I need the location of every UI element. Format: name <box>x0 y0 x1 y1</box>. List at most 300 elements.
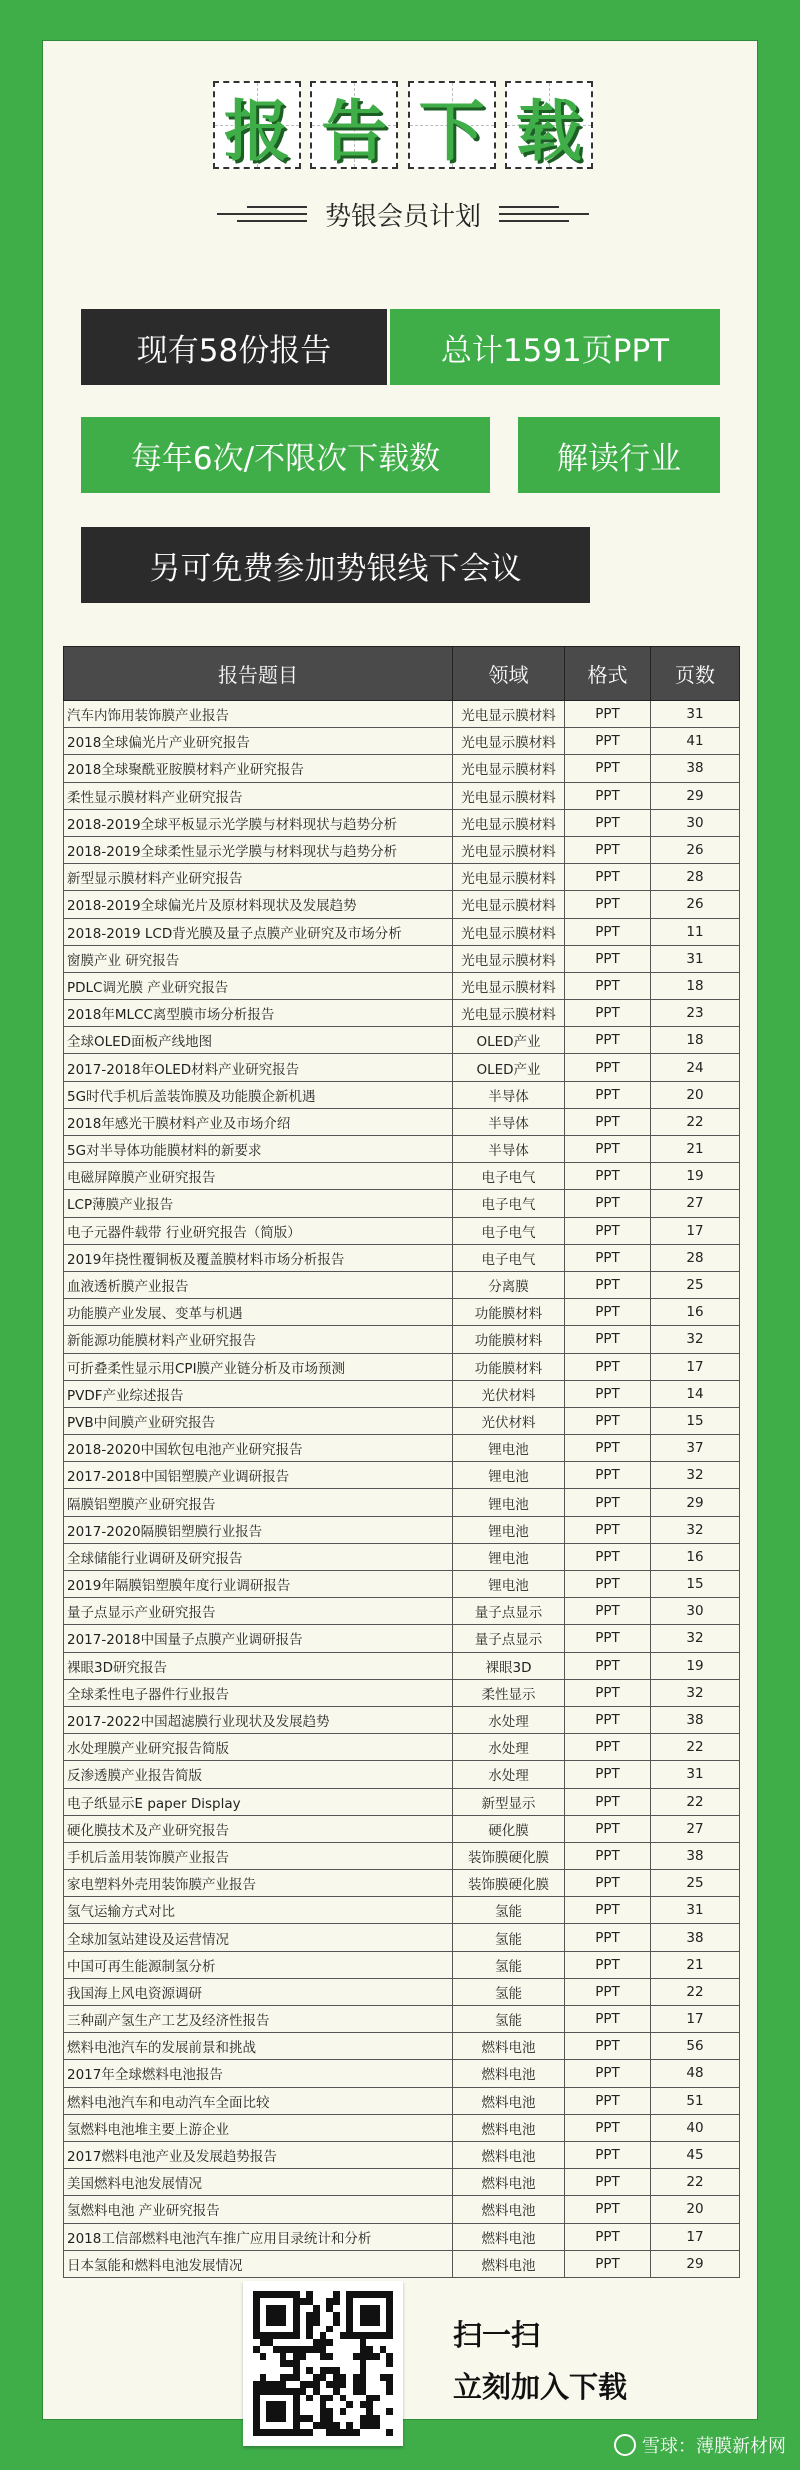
cell-title: 隔膜铝塑膜产业研究报告 <box>64 1489 453 1516</box>
cell-pages: 23 <box>651 1000 740 1027</box>
cell-field: 光电显示膜材料 <box>453 864 565 891</box>
cell-field: 锂电池 <box>453 1489 565 1516</box>
cell-pages: 32 <box>651 1326 740 1353</box>
cell-title: 裸眼3D研究报告 <box>64 1652 453 1679</box>
cell-format: PPT <box>565 1380 651 1407</box>
cell-title: 氢气运输方式对比 <box>64 1897 453 1924</box>
cell-field: OLED产业 <box>453 1027 565 1054</box>
cell-title: 2017-2022中国超滤膜行业现状及发展趋势 <box>64 1706 453 1733</box>
cell-pages: 24 <box>651 1054 740 1081</box>
cell-pages: 27 <box>651 1190 740 1217</box>
cell-title: 氢燃料电池堆主要上游企业 <box>64 2114 453 2141</box>
table-row <box>64 2169 740 2196</box>
table-row <box>64 1435 740 1462</box>
cell-title: 2017-2018中国铝塑膜产业调研报告 <box>64 1462 453 1489</box>
cell-field: OLED产业 <box>453 1054 565 1081</box>
cell-pages: 17 <box>651 1217 740 1244</box>
cell-format: PPT <box>565 1271 651 1298</box>
cell-field: 半导体 <box>453 1081 565 1108</box>
cell-pages: 31 <box>651 701 740 728</box>
scan-prompt <box>453 2309 627 2413</box>
table-row <box>64 1108 740 1135</box>
cell-title: 日本氢能和燃料电池发展情况 <box>64 2250 453 2277</box>
cell-title: 2018-2020中国软包电池产业研究报告 <box>64 1435 453 1462</box>
cell-format: PPT <box>565 1815 651 1842</box>
cell-pages: 22 <box>651 1978 740 2005</box>
cell-pages: 51 <box>651 2087 740 2114</box>
cell-format: PPT <box>565 1571 651 1598</box>
table-row <box>64 945 740 972</box>
cell-pages: 20 <box>651 2196 740 2223</box>
watermark-text: 雪球：薄膜新材网 <box>642 2436 786 2457</box>
cell-field: 硬化膜 <box>453 1815 565 1842</box>
cell-format: PPT <box>565 1462 651 1489</box>
decor-lines-right <box>499 206 589 222</box>
table-row <box>64 1842 740 1869</box>
cell-pages: 26 <box>651 836 740 863</box>
cell-format: PPT <box>565 1543 651 1570</box>
table-row <box>64 2087 740 2114</box>
table-row <box>64 864 740 891</box>
header-format: 格式 <box>565 647 651 701</box>
table-row <box>64 2060 740 2087</box>
cell-title: 2018年感光干膜材料产业及市场介绍 <box>64 1108 453 1135</box>
cell-pages: 38 <box>651 1924 740 1951</box>
cell-field: 锂电池 <box>453 1462 565 1489</box>
table-row <box>64 782 740 809</box>
cell-format: PPT <box>565 1734 651 1761</box>
cell-format: PPT <box>565 1842 651 1869</box>
cell-format: PPT <box>565 2196 651 2223</box>
table-row <box>64 1761 740 1788</box>
cell-format: PPT <box>565 1217 651 1244</box>
cell-title: 电子元器件载带 行业研究报告（简版） <box>64 1217 453 1244</box>
header-pages: 页数 <box>651 647 740 701</box>
cell-title: 5G时代手机后盖装饰膜及功能膜企新机遇 <box>64 1081 453 1108</box>
cell-field: 光伏材料 <box>453 1380 565 1407</box>
cell-pages: 19 <box>651 1652 740 1679</box>
cell-title: 2018-2019 LCD背光膜及量子点膜产业研究及市场分析 <box>64 918 453 945</box>
table-row <box>64 1054 740 1081</box>
cell-format: PPT <box>565 1326 651 1353</box>
cell-field: 电子电气 <box>453 1163 565 1190</box>
table-row <box>64 1190 740 1217</box>
report-table <box>63 646 740 2278</box>
cell-format: PPT <box>565 1652 651 1679</box>
cell-title: 全球OLED面板产线地图 <box>64 1027 453 1054</box>
cell-format: PPT <box>565 1870 651 1897</box>
table-row <box>64 2033 740 2060</box>
cell-title: 硬化膜技术及产业研究报告 <box>64 1815 453 1842</box>
watermark <box>614 2432 786 2458</box>
cell-field: 电子电气 <box>453 1190 565 1217</box>
cell-field: 水处理 <box>453 1734 565 1761</box>
table-row <box>64 1271 740 1298</box>
cell-field: 燃料电池 <box>453 2141 565 2168</box>
cell-field: 光电显示膜材料 <box>453 945 565 972</box>
cell-title: 燃料电池汽车和电动汽车全面比较 <box>64 2087 453 2114</box>
cell-title: 2017年全球燃料电池报告 <box>64 2060 453 2087</box>
cell-field: 燃料电池 <box>453 2223 565 2250</box>
cell-title: 2018-2019全球柔性显示光学膜与材料现状与趋势分析 <box>64 836 453 863</box>
header-title: 报告题目 <box>64 647 453 701</box>
cell-pages: 26 <box>651 891 740 918</box>
cell-format: PPT <box>565 1027 651 1054</box>
cell-field: 锂电池 <box>453 1571 565 1598</box>
cell-format: PPT <box>565 1299 651 1326</box>
page-title <box>213 81 593 191</box>
cell-format: PPT <box>565 1163 651 1190</box>
cell-title: 美国燃料电池发展情况 <box>64 2169 453 2196</box>
tag-industry: 解读行业 <box>518 417 720 493</box>
cell-pages: 31 <box>651 1897 740 1924</box>
cell-pages: 20 <box>651 1081 740 1108</box>
subtitle-row <box>173 191 633 237</box>
cell-pages: 31 <box>651 1761 740 1788</box>
cell-title: 功能膜产业发展、变革与机遇 <box>64 1299 453 1326</box>
title-char: 下 <box>418 92 485 170</box>
tag-report-count: 现有58份报告 <box>81 309 387 385</box>
table-row <box>64 1380 740 1407</box>
cell-format: PPT <box>565 2087 651 2114</box>
cell-pages: 32 <box>651 1516 740 1543</box>
cell-pages: 17 <box>651 1353 740 1380</box>
header-field: 领域 <box>453 647 565 701</box>
cell-format: PPT <box>565 782 651 809</box>
cell-format: PPT <box>565 1788 651 1815</box>
scan-line2: 立刻加入下载 <box>453 2370 628 2404</box>
cell-format: PPT <box>565 1978 651 2005</box>
decor-lines-left <box>217 206 307 222</box>
qr-code-icon <box>253 2291 393 2436</box>
poster-panel <box>42 40 758 2420</box>
cell-title: 全球储能行业调研及研究报告 <box>64 1543 453 1570</box>
cell-pages: 31 <box>651 945 740 972</box>
cell-title: 2018-2019全球平板显示光学膜与材料现状与趋势分析 <box>64 809 453 836</box>
table-row <box>64 1788 740 1815</box>
table-header-row <box>64 647 740 701</box>
cell-field: 装饰膜硬化膜 <box>453 1842 565 1869</box>
table-row <box>64 1407 740 1434</box>
table-row <box>64 1326 740 1353</box>
cell-pages: 48 <box>651 2060 740 2087</box>
cell-field: 光电显示膜材料 <box>453 755 565 782</box>
table-row <box>64 1625 740 1652</box>
cell-field: 燃料电池 <box>453 2169 565 2196</box>
cell-format: PPT <box>565 1190 651 1217</box>
cell-field: 半导体 <box>453 1108 565 1135</box>
cell-pages: 22 <box>651 1734 740 1761</box>
cell-pages: 40 <box>651 2114 740 2141</box>
cell-field: 燃料电池 <box>453 2033 565 2060</box>
cell-field: 氢能 <box>453 2006 565 2033</box>
cell-format: PPT <box>565 701 651 728</box>
cell-pages: 19 <box>651 1163 740 1190</box>
table-row <box>64 1000 740 1027</box>
cell-title: 燃料电池汽车的发展前景和挑战 <box>64 2033 453 2060</box>
cell-format: PPT <box>565 1353 651 1380</box>
table-row <box>64 1081 740 1108</box>
cell-format: PPT <box>565 945 651 972</box>
cell-field: 锂电池 <box>453 1516 565 1543</box>
cell-field: 功能膜材料 <box>453 1353 565 1380</box>
cell-title: 2018全球聚酰亚胺膜材料产业研究报告 <box>64 755 453 782</box>
table-row <box>64 728 740 755</box>
cell-field: 水处理 <box>453 1761 565 1788</box>
cell-format: PPT <box>565 1081 651 1108</box>
title-char: 告 <box>321 92 388 170</box>
cell-field: 水处理 <box>453 1706 565 1733</box>
cell-field: 燃料电池 <box>453 2196 565 2223</box>
cell-title: 水处理膜产业研究报告简版 <box>64 1734 453 1761</box>
cell-format: PPT <box>565 1951 651 1978</box>
table-row <box>64 1870 740 1897</box>
cell-title: 2018工信部燃料电池汽车推广应用目录统计和分析 <box>64 2223 453 2250</box>
cell-title: 2017-2020隔膜铝塑膜行业报告 <box>64 1516 453 1543</box>
cell-field: 光电显示膜材料 <box>453 891 565 918</box>
table-row <box>64 1299 740 1326</box>
title-char-box <box>408 81 496 169</box>
cell-field: 氢能 <box>453 1978 565 2005</box>
cell-pages: 21 <box>651 1136 740 1163</box>
cell-format: PPT <box>565 1761 651 1788</box>
cell-title: 我国海上风电资源调研 <box>64 1978 453 2005</box>
qr-code[interactable] <box>243 2281 403 2446</box>
cell-field: 半导体 <box>453 1136 565 1163</box>
cell-format: PPT <box>565 1435 651 1462</box>
table-row <box>64 2114 740 2141</box>
cell-title: 5G对半导体功能膜材料的新要求 <box>64 1136 453 1163</box>
cell-field: 柔性显示 <box>453 1679 565 1706</box>
subtitle: 势银会员计划 <box>324 201 481 232</box>
cell-title: 电磁屏障膜产业研究报告 <box>64 1163 453 1190</box>
table-row <box>64 1978 740 2005</box>
cell-field: 氢能 <box>453 1951 565 1978</box>
table-row <box>64 1136 740 1163</box>
table-row <box>64 2141 740 2168</box>
cell-pages: 32 <box>651 1679 740 1706</box>
cell-field: 氢能 <box>453 1924 565 1951</box>
cell-pages: 17 <box>651 2006 740 2033</box>
cell-format: PPT <box>565 1000 651 1027</box>
tag-offline-meeting: 另可免费参加势银线下会议 <box>81 527 590 603</box>
table-row <box>64 701 740 728</box>
cell-pages: 45 <box>651 2141 740 2168</box>
cell-format: PPT <box>565 2169 651 2196</box>
cell-format: PPT <box>565 2141 651 2168</box>
table-row <box>64 2250 740 2277</box>
cell-format: PPT <box>565 1054 651 1081</box>
cell-title: 三种副产氢生产工艺及经济性报告 <box>64 2006 453 2033</box>
cell-field: 光伏材料 <box>453 1407 565 1434</box>
cell-pages: 16 <box>651 1299 740 1326</box>
table-row <box>64 1897 740 1924</box>
cell-format: PPT <box>565 1516 651 1543</box>
scan-line1: 扫一扫 <box>453 2318 541 2352</box>
table-row <box>64 1571 740 1598</box>
cell-format: PPT <box>565 891 651 918</box>
tag-page-total: 总计1591页PPT <box>390 309 720 385</box>
cell-title: 全球柔性电子器件行业报告 <box>64 1679 453 1706</box>
cell-field: 燃料电池 <box>453 2087 565 2114</box>
table-row <box>64 1462 740 1489</box>
cell-title: 全球加氢站建设及运营情况 <box>64 1924 453 1951</box>
title-char-box <box>505 81 593 169</box>
table-row <box>64 1951 740 1978</box>
snowball-logo-icon <box>614 2434 636 2456</box>
cell-pages: 56 <box>651 2033 740 2060</box>
cell-field: 装饰膜硬化膜 <box>453 1870 565 1897</box>
cell-field: 分离膜 <box>453 1271 565 1298</box>
cell-format: PPT <box>565 1407 651 1434</box>
cell-field: 光电显示膜材料 <box>453 836 565 863</box>
title-char: 报 <box>224 92 290 170</box>
cell-field: 电子电气 <box>453 1217 565 1244</box>
cell-pages: 17 <box>651 2223 740 2250</box>
table-row <box>64 2196 740 2223</box>
cell-field: 燃料电池 <box>453 2060 565 2087</box>
cell-title: PDLC调光膜 产业研究报告 <box>64 972 453 999</box>
cell-field: 光电显示膜材料 <box>453 809 565 836</box>
cell-format: PPT <box>565 836 651 863</box>
cell-pages: 27 <box>651 1815 740 1842</box>
table-row <box>64 2006 740 2033</box>
cell-title: 2018-2019全球偏光片及原材料现状及发展趋势 <box>64 891 453 918</box>
table-row <box>64 891 740 918</box>
cell-format: PPT <box>565 755 651 782</box>
cell-field: 光电显示膜材料 <box>453 701 565 728</box>
cell-title: 新型显示膜材料产业研究报告 <box>64 864 453 891</box>
cell-pages: 16 <box>651 1543 740 1570</box>
table-row <box>64 1815 740 1842</box>
cell-pages: 32 <box>651 1462 740 1489</box>
table-row <box>64 972 740 999</box>
table-row <box>64 1679 740 1706</box>
table-row <box>64 1353 740 1380</box>
cell-field: 氢能 <box>453 1897 565 1924</box>
cell-pages: 25 <box>651 1870 740 1897</box>
cell-pages: 28 <box>651 864 740 891</box>
cell-title: 2017-2018年OLED材料产业研究报告 <box>64 1054 453 1081</box>
title-char: 载 <box>515 92 582 170</box>
cell-format: PPT <box>565 864 651 891</box>
cell-field: 电子电气 <box>453 1244 565 1271</box>
table-row <box>64 1706 740 1733</box>
cell-title: 量子点显示产业研究报告 <box>64 1598 453 1625</box>
cell-pages: 22 <box>651 1788 740 1815</box>
cell-title: 窗膜产业 研究报告 <box>64 945 453 972</box>
cell-format: PPT <box>565 2033 651 2060</box>
cell-field: 锂电池 <box>453 1543 565 1570</box>
cell-format: PPT <box>565 1679 651 1706</box>
cell-format: PPT <box>565 1706 651 1733</box>
cell-format: PPT <box>565 2250 651 2277</box>
cell-format: PPT <box>565 728 651 755</box>
cell-format: PPT <box>565 1136 651 1163</box>
cell-title: 2017燃料电池产业及发展趋势报告 <box>64 2141 453 2168</box>
cell-field: 锂电池 <box>453 1435 565 1462</box>
table-row <box>64 1163 740 1190</box>
table-row <box>64 1598 740 1625</box>
cell-field: 量子点显示 <box>453 1598 565 1625</box>
cell-format: PPT <box>565 1598 651 1625</box>
cell-title: 2018年MLCC离型膜市场分析报告 <box>64 1000 453 1027</box>
cell-format: PPT <box>565 1625 651 1652</box>
cell-pages: 28 <box>651 1244 740 1271</box>
table-body <box>64 701 740 2278</box>
table-row <box>64 1217 740 1244</box>
cell-format: PPT <box>565 1244 651 1271</box>
cell-title: 新能源功能膜材料产业研究报告 <box>64 1326 453 1353</box>
cell-field: 功能膜材料 <box>453 1299 565 1326</box>
cell-field: 光电显示膜材料 <box>453 728 565 755</box>
cell-field: 裸眼3D <box>453 1652 565 1679</box>
cell-format: PPT <box>565 1897 651 1924</box>
cell-title: PVB中间膜产业研究报告 <box>64 1407 453 1434</box>
cell-title: 中国可再生能源制氢分析 <box>64 1951 453 1978</box>
cell-pages: 41 <box>651 728 740 755</box>
cell-pages: 29 <box>651 782 740 809</box>
cell-title: 2017-2018中国量子点膜产业调研报告 <box>64 1625 453 1652</box>
cell-title: 2019年挠性覆铜板及覆盖膜材料市场分析报告 <box>64 1244 453 1271</box>
cell-pages: 15 <box>651 1407 740 1434</box>
cell-title: 血液透析膜产业报告 <box>64 1271 453 1298</box>
cell-pages: 30 <box>651 809 740 836</box>
cell-format: PPT <box>565 809 651 836</box>
table-row <box>64 1244 740 1271</box>
title-char-box <box>310 81 398 169</box>
tag-download-limit: 每年6次/不限次下载数 <box>81 417 490 493</box>
cell-format: PPT <box>565 2114 651 2141</box>
cell-pages: 37 <box>651 1435 740 1462</box>
cell-pages: 22 <box>651 1108 740 1135</box>
cell-title: 手机后盖用装饰膜产业报告 <box>64 1842 453 1869</box>
cell-field: 光电显示膜材料 <box>453 1000 565 1027</box>
cell-title: 汽车内饰用装饰膜产业报告 <box>64 701 453 728</box>
cell-title: 电子纸显示E paper Display <box>64 1788 453 1815</box>
cell-format: PPT <box>565 972 651 999</box>
cell-field: 量子点显示 <box>453 1625 565 1652</box>
table-row <box>64 1734 740 1761</box>
cell-format: PPT <box>565 2223 651 2250</box>
table-row <box>64 755 740 782</box>
table-row <box>64 809 740 836</box>
title-char-box <box>213 81 301 169</box>
table-row <box>64 836 740 863</box>
table-row <box>64 1516 740 1543</box>
cell-pages: 18 <box>651 972 740 999</box>
table-row <box>64 1924 740 1951</box>
cell-format: PPT <box>565 2060 651 2087</box>
cell-title: 柔性显示膜材料产业研究报告 <box>64 782 453 809</box>
table-row <box>64 918 740 945</box>
cell-title: 家电塑料外壳用装饰膜产业报告 <box>64 1870 453 1897</box>
cell-field: 光电显示膜材料 <box>453 782 565 809</box>
cell-field: 燃料电池 <box>453 2250 565 2277</box>
table-row <box>64 1543 740 1570</box>
cell-field: 光电显示膜材料 <box>453 918 565 945</box>
cell-format: PPT <box>565 1489 651 1516</box>
cell-format: PPT <box>565 918 651 945</box>
cell-title: 可折叠柔性显示用CPI膜产业链分析及市场预测 <box>64 1353 453 1380</box>
cell-title: 2019年隔膜铝塑膜年度行业调研报告 <box>64 1571 453 1598</box>
cell-format: PPT <box>565 1108 651 1135</box>
cell-field: 燃料电池 <box>453 2114 565 2141</box>
cell-title: PVDF产业综述报告 <box>64 1380 453 1407</box>
cell-pages: 38 <box>651 1706 740 1733</box>
cell-pages: 11 <box>651 918 740 945</box>
cell-title: 反渗透膜产业报告简版 <box>64 1761 453 1788</box>
